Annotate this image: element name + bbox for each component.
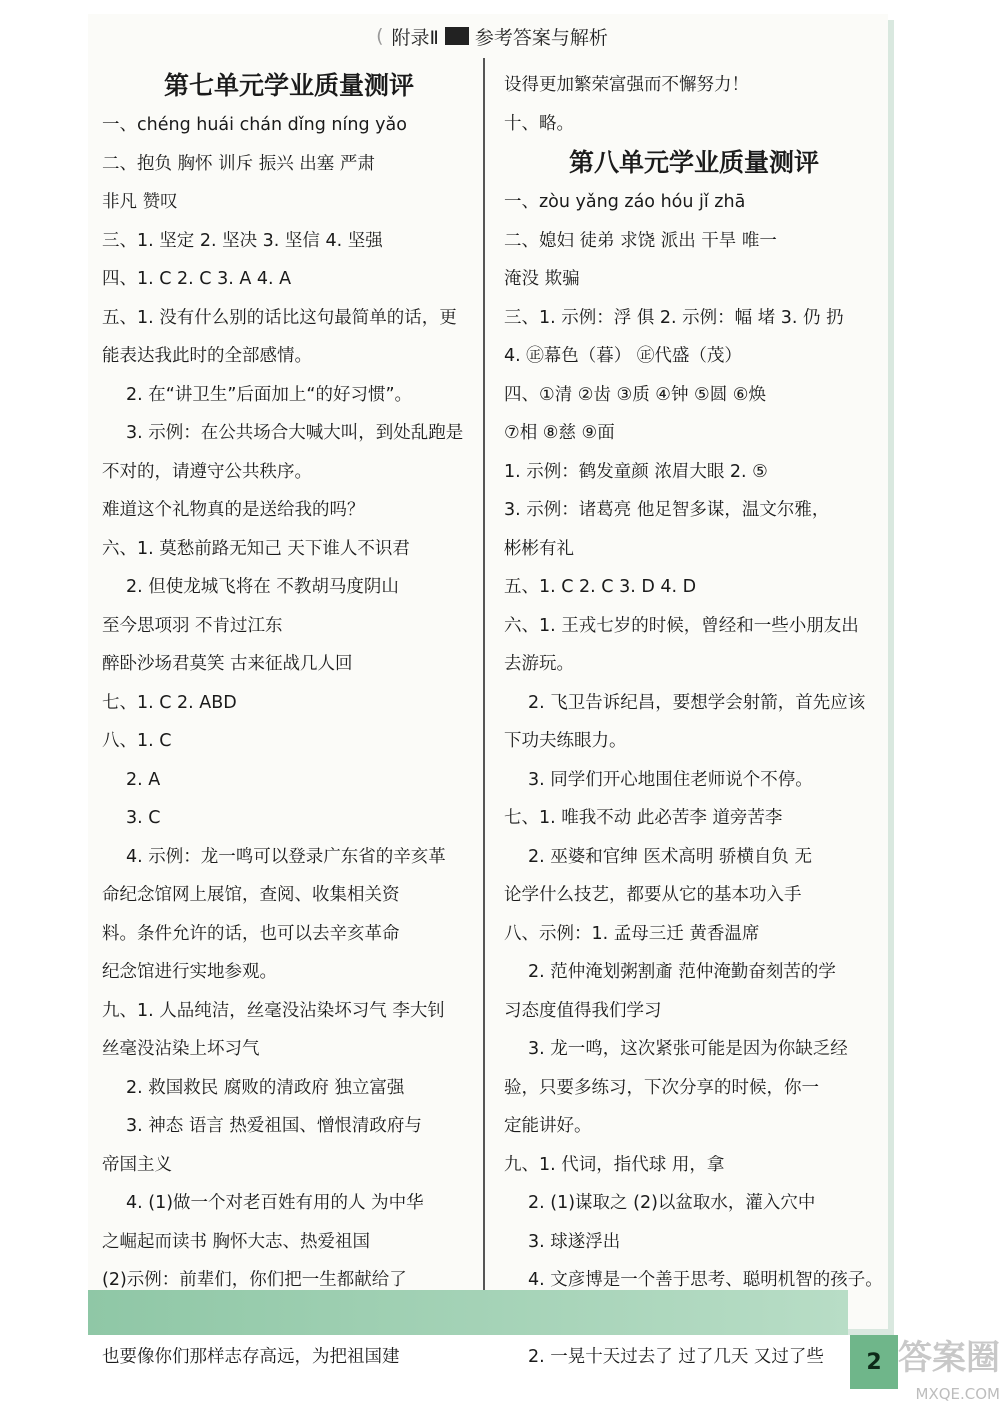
answer-line: 十、略。 [504, 113, 574, 134]
answer-line: 2. 一晃十天过去了 过了几天 又过了些 [528, 1347, 824, 1367]
header-right: 参考答案与解析 [474, 26, 608, 49]
answer-line: 七、1. 唯我不动 此必苦李 道旁苦李 [504, 808, 783, 828]
answer-line: 3. 龙一鸣，这次紧张可能是因为你缺乏经 [528, 1039, 848, 1059]
answer-line: 习态度值得我们学习 [504, 1000, 662, 1021]
answer-line: 2. 但使龙城飞将在 不教胡马度阴山 [126, 577, 399, 597]
answer-line: 非凡 赞叹 [102, 192, 178, 212]
footer-band [88, 1290, 848, 1335]
answer-line: 2. 在“讲卫生”后面加上“的好习惯”。 [126, 384, 413, 405]
answer-line: 验，只要多练习，下次分享的时候，你一 [504, 1077, 819, 1098]
section-title: 第七单元学业质量测评 [163, 71, 414, 100]
watermark-logo: 答案圈 [898, 1338, 1000, 1378]
answer-line: 五、1. 没有什么别的话比这句最简单的话，更 [102, 307, 457, 328]
answer-line: 一、chéng huái chán dǐng níng yǎo [102, 115, 407, 135]
answer-line: 三、1. 示例：浮 俱 2. 示例：幅 堵 3. 仍 扔 [504, 307, 844, 328]
answer-line: 4. 示例：龙一鸣可以登录广东省的辛亥革 [126, 846, 446, 867]
answer-line: 二、抱负 胸怀 训斥 振兴 出塞 严肃 [102, 153, 375, 174]
answer-line: 下功夫练眼力。 [504, 731, 627, 751]
answer-line: 也要像你们那样志存高远，为把祖国建 [102, 1347, 400, 1367]
answer-line: 八、示例：1. 孟母三迁 黄香温席 [504, 923, 760, 944]
answer-line: 淹没 欺骗 [504, 269, 580, 289]
answer-line: 二、媳妇 徒弟 求饶 派出 干旱 唯一 [504, 230, 777, 251]
watermark-site: MXQE.COM [915, 1385, 1000, 1403]
answer-line: 2. A [126, 769, 161, 790]
column-divider [483, 58, 485, 1316]
answer-line: 1. 示例：鹤发童颜 浓眉大眼 2. ⑤ [504, 461, 768, 482]
answer-line: 命纪念馆网上展馆，查阅、收集相关资 [102, 885, 400, 905]
answer-line: 4. 文彦博是一个善于思考、聪明机智的孩子。 [528, 1270, 883, 1290]
answer-line: 2. (1)谋取之 (2)以盆取水，灌入穴中 [528, 1193, 816, 1213]
answer-line: 丝毫没沾染上坏习气 [102, 1039, 260, 1059]
answer-line: 3. 示例：在公共场合大喊大叫，到处乱跑是 [126, 423, 464, 443]
answer-line: 能表达我此时的全部感情。 [102, 346, 312, 366]
answer-line: 一、zòu yǎng záo hóu jǐ zhā [504, 192, 746, 212]
answer-line: 帝国主义 [102, 1154, 172, 1175]
header-left: 附录Ⅱ [391, 26, 439, 49]
right-column [504, 66, 884, 1377]
answer-line: 难道这个礼物真的是送给我的吗？ [102, 500, 365, 520]
answer-page [88, 14, 888, 1367]
answer-line: 2. 救国救民 腐败的清政府 独立富强 [126, 1077, 405, 1098]
answer-line: 论学什么技艺，都要从它的基本功入手 [504, 885, 802, 905]
answer-line: 2. 范仲淹划粥割齑 范仲淹勤奋刻苦的学 [528, 962, 836, 982]
answer-line: 六、1. 莫愁前路无知己 天下谁人不识君 [102, 538, 410, 559]
answer-line: ⑦相 ⑧慈 ⑨面 [504, 423, 615, 443]
answer-line: 3. 神态 语言 热爱祖国、憎恨清政府与 [126, 1116, 422, 1136]
answer-line: 六、1. 王戎七岁的时候，曾经和一些小朋友出 [504, 615, 859, 636]
answer-line: 彬彬有礼 [504, 538, 574, 559]
answer-line: 设得更加繁荣富强而不懈努力！ [504, 75, 749, 95]
answer-line: 之崛起而读书 胸怀大志、热爱祖国 [102, 1231, 371, 1252]
answer-line: 四、①清 ②齿 ③质 ④钟 ⑤圆 ⑥焕 [504, 384, 766, 405]
answer-line: 九、1. 人品纯洁，丝毫没沾染坏习气 李大钊 [102, 1000, 445, 1021]
answer-line: 醉卧沙场君莫笑 古来征战几人回 [102, 654, 353, 674]
answer-line: 不对的，请遵守公共秩序。 [102, 461, 312, 482]
answer-line: (2)示例：前辈们，你们把一生都献给了 [102, 1270, 407, 1290]
answer-line: 4. (1)做一个对老百姓有用的人 为中华 [126, 1193, 424, 1213]
answer-line: 八、1. C [102, 731, 172, 751]
answer-line: 至今思项羽 不肯过江东 [102, 615, 283, 636]
answer-line: 料。条件允许的话，也可以去辛亥革命 [102, 923, 400, 944]
answer-line: 3. C [126, 808, 161, 828]
page-header: ( 附录Ⅱ 参考答案与解析 [88, 14, 888, 58]
answer-line: 定能讲好。 [504, 1116, 592, 1136]
section-title: 第八单元学业质量测评 [568, 148, 819, 177]
answer-line: 七、1. C 2. ABD [102, 692, 237, 713]
answer-line: 2. 巫婆和官绅 医术高明 骄横自负 无 [528, 846, 812, 867]
page-number: 2 [850, 1335, 898, 1389]
answer-line: 去游玩。 [504, 654, 574, 674]
answer-line: 四、1. C 2. C 3. A 4. A [102, 269, 292, 289]
answer-line: 3. 示例：诸葛亮 他足智多谋，温文尔雅， [504, 500, 830, 520]
left-column [102, 66, 476, 1377]
answer-line: 2. 飞卫告诉纪昌，要想学会射箭，首先应该 [528, 692, 866, 713]
answer-line: 3. 球遂浮出 [528, 1231, 621, 1252]
answer-line: 纪念馆进行实地参观。 [102, 962, 277, 982]
watermark [880, 1340, 1000, 1414]
answer-line: 三、1. 坚定 2. 坚决 3. 坚信 4. 坚强 [102, 230, 383, 251]
answer-line: 3. 同学们开心地围住老师说个不停。 [528, 769, 813, 790]
answer-line: 五、1. C 2. C 3. D 4. D [504, 577, 697, 597]
answer-line: 4. ㊣幕色（暮） ㊣代盛（茂） [504, 346, 742, 366]
header-mark [445, 27, 469, 45]
answer-line: 九、1. 代词，指代球 用，拿 [504, 1154, 725, 1175]
